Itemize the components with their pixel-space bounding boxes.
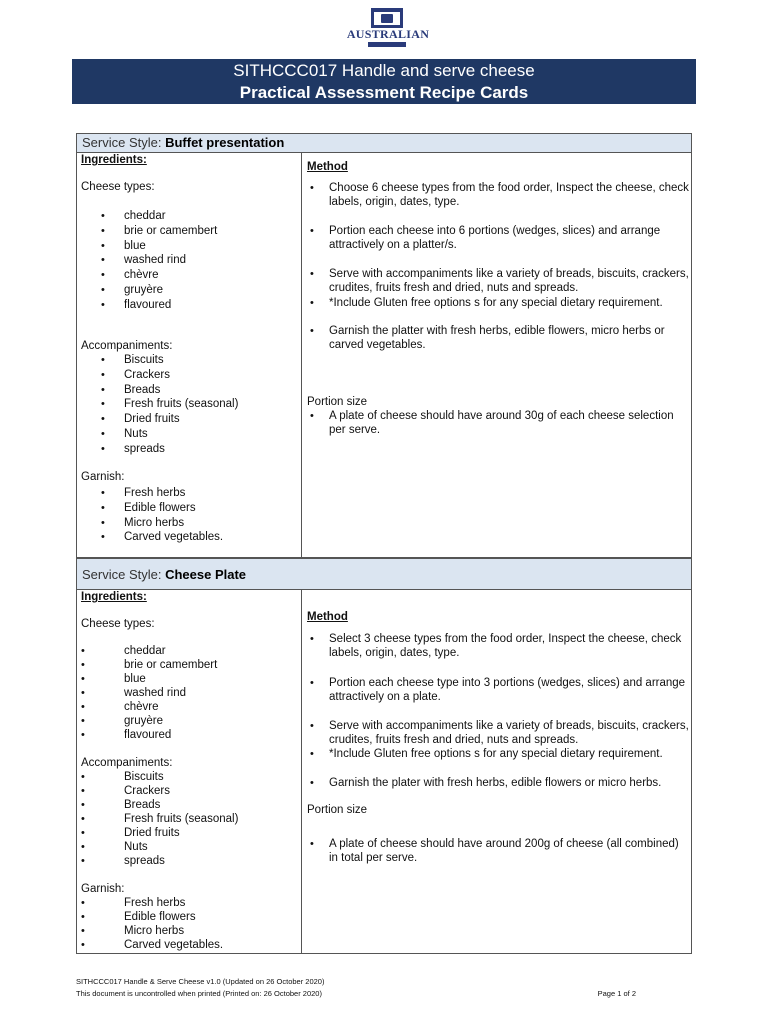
bullet-icon: • — [310, 838, 314, 850]
bullet-icon: • — [101, 442, 105, 455]
logo-ribbon — [368, 42, 406, 47]
method-heading: Method — [307, 611, 348, 623]
garnish-label: Garnish: — [81, 883, 125, 895]
list-item: blue — [124, 239, 146, 252]
crest-icon — [371, 8, 403, 28]
list-item: Crackers — [124, 368, 171, 381]
list-item: flavoured — [124, 729, 172, 741]
bullet-icon: • — [81, 701, 85, 713]
list-item: spreads — [124, 855, 165, 867]
bullet-icon: • — [101, 428, 105, 440]
accompaniments-label: Accompaniments: — [81, 340, 173, 352]
recipe-card-buffet — [76, 133, 692, 558]
institution-logo — [338, 6, 438, 50]
bullet-icon: • — [101, 239, 105, 252]
bullet-icon: • — [81, 841, 85, 853]
document-title — [72, 59, 696, 104]
ingredients-column — [77, 153, 302, 557]
list-item: Carved vegetables. — [124, 531, 224, 544]
bullet-icon: • — [310, 777, 314, 789]
footer-version: SITHCCC017 Handle & Serve Cheese v1.0 (Updated on 26 October 2020) — [76, 977, 325, 986]
method-step: Select 3 cheese types from the food order, Inspect the cheese, check labels, origin, dates, type. — [329, 633, 682, 659]
bullet-icon: • — [81, 911, 85, 923]
list-item: Fresh fruits (seasonal) — [124, 398, 239, 411]
list-item: cheddar — [124, 210, 166, 222]
list-item: Nuts — [124, 428, 148, 440]
service-style-value: Cheese Plate — [165, 567, 247, 582]
ingredients-heading: Ingredients: — [81, 154, 147, 166]
footer-disclaimer: This document is uncontrolled when printed (Printed on: 26 October 2020) — [76, 989, 322, 998]
bullet-icon: • — [101, 224, 105, 237]
bullet-icon: • — [310, 748, 314, 760]
list-item: Biscuits — [124, 354, 164, 366]
portion-size-label: Portion size — [307, 804, 368, 816]
list-item: flavoured — [124, 298, 172, 311]
bullet-icon: • — [310, 677, 314, 689]
list-item: chèvre — [124, 269, 159, 282]
method-column — [302, 590, 691, 953]
bullet-icon: • — [310, 297, 314, 309]
bullet-icon: • — [81, 827, 85, 839]
list-item: Crackers — [124, 785, 171, 797]
cheese-types-label: Cheese types: — [81, 181, 155, 193]
list-item: brie or camembert — [124, 224, 218, 237]
bullet-icon: • — [310, 325, 314, 337]
logo-text: AUSTRALIAN — [346, 27, 430, 41]
bullet-icon: • — [81, 897, 85, 909]
list-item: Dried fruits — [124, 827, 180, 839]
list-item: washed rind — [124, 254, 187, 267]
cheese-types-label: Cheese types: — [81, 618, 155, 630]
bullet-icon: • — [101, 531, 105, 544]
bullet-icon: • — [81, 645, 85, 657]
list-item: brie or camembert — [124, 659, 218, 671]
method-step: A plate of cheese should have around 30g of each cheese selection per serve. — [329, 410, 674, 436]
list-item: Breads — [124, 799, 161, 811]
list-item: washed rind — [124, 687, 187, 699]
list-item: Biscuits — [124, 771, 164, 783]
service-style-header — [77, 558, 691, 590]
list-item: Micro herbs — [124, 925, 185, 937]
method-step: Portion each cheese type into 3 portions (wedges, slices) and arrange attractively on a plate. — [329, 677, 686, 703]
list-item: cheddar — [124, 645, 166, 657]
bullet-icon: • — [101, 254, 105, 267]
list-item: Fresh herbs — [124, 487, 186, 499]
method-step: Garnish the platter with fresh herbs, edible flowers, micro herbs or carved vegetables. — [329, 325, 665, 351]
bullet-icon: • — [310, 720, 314, 732]
ingredients-column — [77, 590, 302, 953]
page-footer — [76, 976, 636, 1000]
bullet-icon: • — [101, 383, 105, 396]
bullet-icon: • — [310, 633, 314, 645]
method-step: Choose 6 cheese types from the food order, Inspect the cheese, check labels, origin, dates, type. — [329, 182, 689, 208]
bullet-icon: • — [81, 785, 85, 797]
list-item: Fresh herbs — [124, 897, 186, 909]
bullet-icon: • — [81, 729, 85, 741]
bullet-icon: • — [81, 939, 85, 951]
unit-title: SITHCCC017 Handle and serve cheese — [233, 61, 535, 80]
bullet-icon: • — [310, 182, 314, 194]
list-item: Dried fruits — [124, 413, 180, 426]
bullet-icon: • — [81, 771, 85, 783]
method-heading: Method — [307, 161, 348, 173]
bullet-icon: • — [310, 268, 314, 280]
method-step: Serve with accompaniments like a variety of breads, biscuits, crackers, crudites, fruits fresh and dried, nuts and spreads. — [329, 268, 689, 294]
method-step: Serve with accompaniments like a variety of breads, biscuits, crackers, crudites, fruits fresh and dried, nuts and spreads. — [329, 720, 689, 746]
method-column — [302, 153, 691, 557]
bullet-icon: • — [101, 284, 105, 296]
list-item: Breads — [124, 383, 161, 396]
service-style-header — [77, 134, 691, 153]
bullet-icon: • — [81, 799, 85, 811]
ingredients-heading: Ingredients: — [81, 591, 147, 603]
bullet-icon: • — [101, 210, 105, 222]
bullet-icon: • — [310, 225, 314, 237]
bullet-icon: • — [101, 501, 105, 514]
bullet-icon: • — [101, 398, 105, 411]
bullet-icon: • — [101, 516, 105, 529]
bullet-icon: • — [101, 298, 105, 311]
method-step: *Include Gluten free options s for any special dietary requirement. — [329, 297, 663, 309]
list-item: Fresh fruits (seasonal) — [124, 813, 239, 825]
bullet-icon: • — [101, 487, 105, 499]
bullet-icon: • — [310, 410, 314, 422]
list-item: blue — [124, 673, 146, 685]
bullet-icon: • — [81, 925, 85, 937]
service-style-label: Service Style: — [82, 135, 166, 150]
service-style-label: Service Style: — [82, 567, 166, 582]
bullet-icon: • — [101, 269, 105, 282]
bullet-icon: • — [81, 687, 85, 699]
bullet-icon: • — [81, 659, 85, 671]
bullet-icon: • — [81, 855, 85, 867]
list-item: gruyère — [124, 284, 163, 296]
accompaniments-label: Accompaniments: — [81, 757, 173, 769]
bullet-icon: • — [101, 368, 105, 381]
portion-size-label: Portion size — [307, 396, 368, 408]
method-step: Garnish the plater with fresh herbs, edible flowers or micro herbs. — [329, 777, 662, 789]
garnish-label: Garnish: — [81, 471, 125, 483]
list-item: spreads — [124, 442, 165, 455]
list-item: Edible flowers — [124, 501, 196, 514]
bullet-icon: • — [101, 354, 105, 366]
list-item: gruyère — [124, 715, 163, 727]
document-subtitle: Practical Assessment Recipe Cards — [239, 83, 529, 102]
recipe-card-cheese-plate — [76, 558, 692, 954]
method-step: *Include Gluten free options s for any special dietary requirement. — [329, 748, 663, 760]
bullet-icon: • — [81, 715, 85, 727]
list-item: Nuts — [124, 841, 148, 853]
list-item: Micro herbs — [124, 516, 185, 529]
list-item: Edible flowers — [124, 911, 196, 923]
bullet-icon: • — [81, 813, 85, 825]
list-item: chèvre — [124, 701, 159, 713]
list-item: Carved vegetables. — [124, 939, 224, 951]
method-step: Portion each cheese into 6 portions (wedges, slices) and arrange attractively on a platter/s. — [329, 225, 661, 251]
method-step: A plate of cheese should have around 200g of cheese (all combined) in total per serve. — [329, 838, 679, 864]
bullet-icon: • — [81, 673, 85, 685]
service-style-value: Buffet presentation — [165, 135, 285, 150]
bullet-icon: • — [101, 413, 105, 426]
page-number: Page 1 of 2 — [597, 989, 636, 998]
